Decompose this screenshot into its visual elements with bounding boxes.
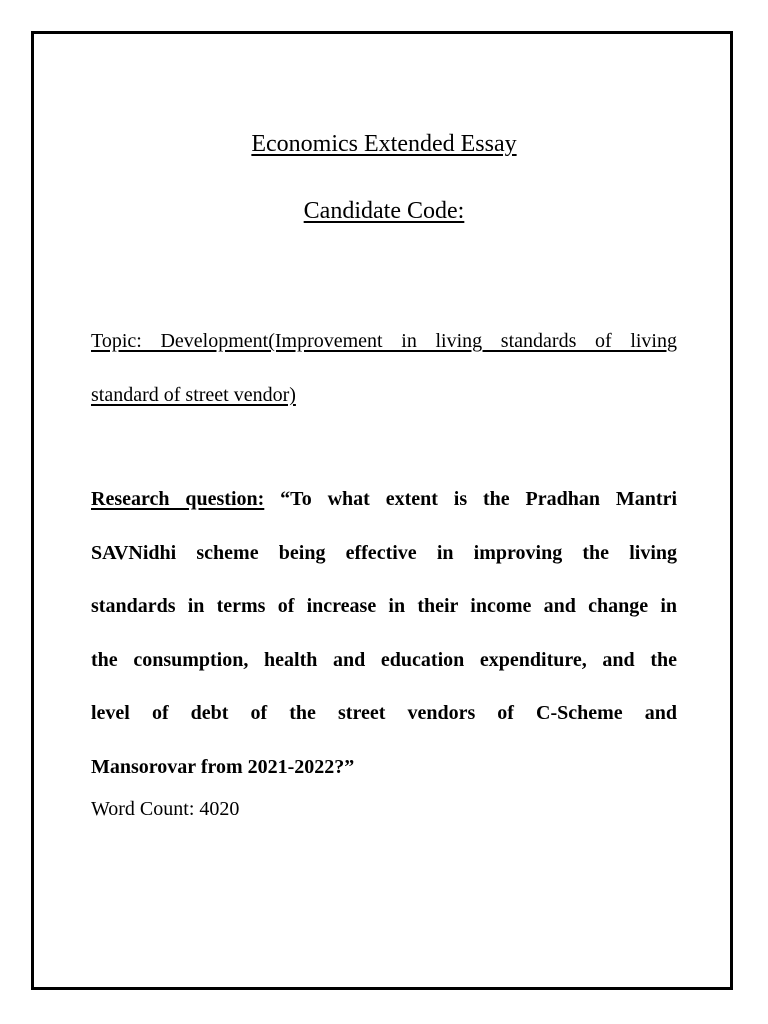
topic-line: Topic: Development(Improvement in living standards of living: [91, 330, 677, 352]
topic: [91, 314, 677, 422]
research-question-line: Mansorovar from 2021-2022?”: [91, 755, 355, 778]
research-question-label: Research question:: [91, 488, 265, 510]
research-question-text: “To what extent is the Pradhan Mantri: [264, 488, 678, 510]
word-count: Word Count: 4020: [91, 798, 240, 820]
topic-line: standard of street vendor): [91, 384, 296, 406]
research-question: [91, 473, 677, 794]
research-question-line: SAVNidhi scheme being effective in improving the living: [91, 541, 677, 564]
candidate-code-label: Candidate Code:: [303, 198, 465, 224]
essay-title: Economics Extended Essay: [251, 131, 517, 157]
research-question-line: [91, 473, 677, 527]
research-question-line: the consumption, health and education expenditure, and the: [91, 648, 677, 671]
research-question-line: standards in terms of increase in their income and change in: [91, 595, 677, 617]
research-question-line: level of debt of the street vendors of C-Scheme and: [91, 702, 677, 724]
